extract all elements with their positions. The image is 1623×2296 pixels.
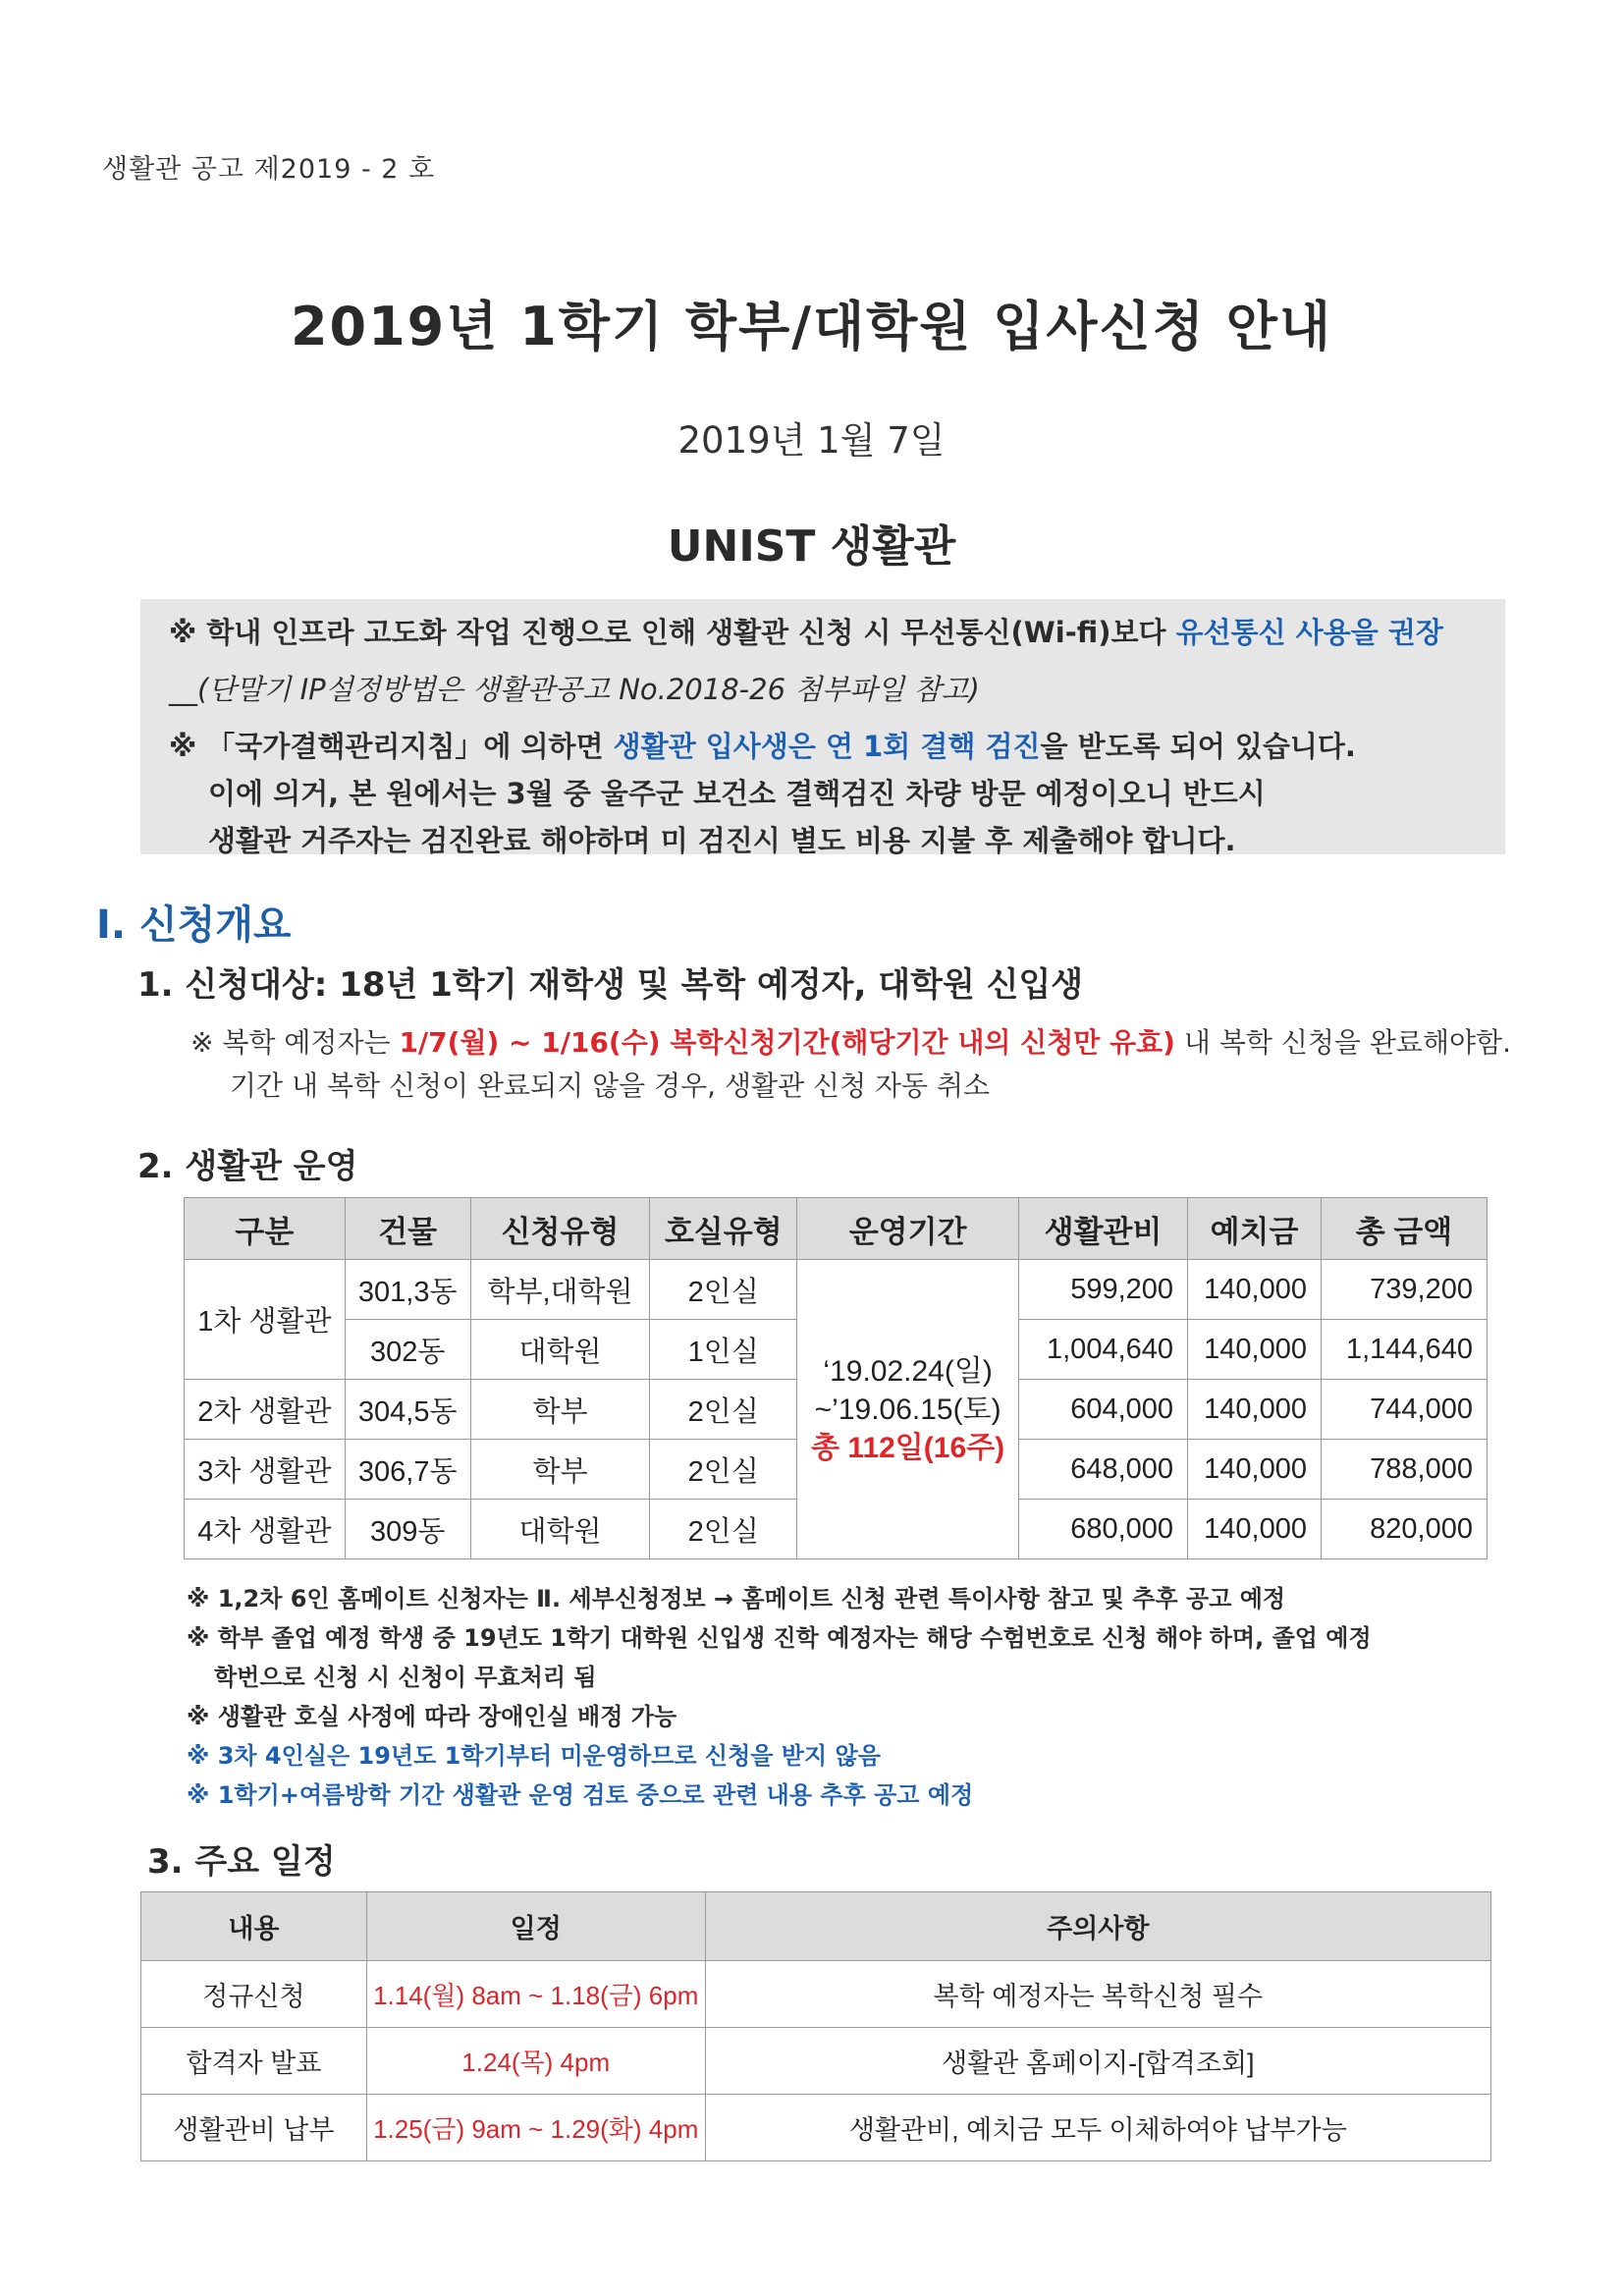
group-cell: 4차 생활관 (185, 1500, 346, 1559)
ops-note-3: ※ 생활관 호실 사정에 따라 장애인실 배정 가능 (187, 1703, 677, 1730)
room-cell: 2인실 (650, 1380, 797, 1440)
deposit-cell: 140,000 (1188, 1260, 1322, 1320)
deposit-cell: 140,000 (1188, 1380, 1322, 1440)
room-cell: 2인실 (650, 1440, 797, 1500)
ops-note-5: ※ 1학기+여름방학 기간 생활관 운영 검토 중으로 관련 내용 추후 공고 예정 (187, 1781, 974, 1809)
total-cell: 1,144,640 (1321, 1320, 1487, 1380)
header-caution: 주의사항 (705, 1892, 1490, 1961)
ops-note-2-cont: 학번으로 신청 시 신청이 무효처리 됨 (214, 1664, 597, 1691)
schedule-item: 생활관비 납부 (141, 2095, 367, 2161)
room-cell: 2인실 (650, 1500, 797, 1559)
item1-note: ※ 복학 예정자는 1/7(월) ~ 1/16(수) 복학신청기간(해당기간 내의 신청만 유효) 내 복학 신청을 완료해야함. (190, 1026, 1511, 1059)
header-fee: 생활관비 (1019, 1198, 1188, 1260)
header-period: 운영기간 (797, 1198, 1019, 1260)
schedule-note: 생활관비, 예치금 모두 이체하여야 납부가능 (705, 2095, 1490, 2161)
organization-name: UNIST 생활관 (667, 521, 956, 572)
group-cell: 3차 생활관 (185, 1440, 346, 1500)
table-row (141, 2095, 1491, 2161)
fee-cell: 1,004,640 (1019, 1320, 1188, 1380)
item1-note-2: 기간 내 복학 신청이 완료되지 않을 경우, 생활관 신청 자동 취소 (230, 1069, 991, 1102)
schedule-table (140, 1891, 1491, 2161)
header-deposit: 예치금 (1188, 1198, 1322, 1260)
building-cell: 304,5동 (345, 1380, 470, 1440)
header-room-type: 호실유형 (650, 1198, 797, 1260)
deposit-cell: 140,000 (1188, 1320, 1322, 1380)
building-cell: 302동 (345, 1320, 470, 1380)
fee-cell: 599,200 (1019, 1260, 1188, 1320)
item2-title: 2. 생활관 운영 (137, 1147, 358, 1186)
section-title: Ⅰ. 신청개요 (96, 902, 292, 948)
schedule-date: 1.14(월) 8am ~ 1.18(금) 6pm (366, 1961, 705, 2028)
room-cell: 1인실 (650, 1320, 797, 1380)
schedule-date: 1.25(금) 9am ~ 1.29(화) 4pm (366, 2095, 705, 2161)
schedule-note: 생활관 홈페이지-[합격조회] (705, 2028, 1490, 2095)
notice-date: 2019년 1월 7일 (677, 419, 946, 462)
period-start: ‘19.02.24(일) (823, 1354, 993, 1388)
notice-line-1: ※ 학내 인프라 고도화 작업 진행으로 인해 생활관 신청 시 무선통신(Wi-fi)보다 유선통신 사용을 권장 (169, 616, 1443, 649)
header-building: 건물 (345, 1198, 470, 1260)
fee-cell: 648,000 (1019, 1440, 1188, 1500)
ops-note-1: ※ 1,2차 6인 홈메이트 신청자는 Ⅱ. 세부신청정보 → 홈메이트 신청 관련 특이사항 참고 및 추후 공고 예정 (187, 1585, 1286, 1613)
ops-note-2: ※ 학부 졸업 예정 학생 중 19년도 1학기 대학원 신입생 진학 예정자는 해당 수험번호로 신청 해야 하며, 졸업 예정 (187, 1624, 1372, 1652)
fee-cell: 604,000 (1019, 1380, 1188, 1440)
notice-number: 생활관 공고 제2019 - 2 호 (102, 154, 436, 185)
item1-title: 1. 신청대상: 18년 1학기 재학생 및 복학 예정자, 대학원 신입생 (137, 965, 1084, 1005)
header-date: 일정 (366, 1892, 705, 1961)
table-row (141, 2028, 1491, 2095)
type-cell: 대학원 (470, 1500, 650, 1559)
fee-cell: 680,000 (1019, 1500, 1188, 1559)
notice-line-2: __(단말기 IP설정방법은 생활관공고 No.2018-26 첨부파일 참고) (169, 673, 980, 706)
operations-table (184, 1197, 1488, 1559)
period-cell (797, 1260, 1019, 1559)
page-title: 2019년 1학기 학부/대학원 입사신청 안내 (290, 296, 1333, 357)
type-cell: 학부 (470, 1440, 650, 1500)
header-category: 구분 (185, 1198, 346, 1260)
type-cell: 대학원 (470, 1320, 650, 1380)
schedule-date: 1.24(목) 4pm (366, 2028, 705, 2095)
building-cell: 309동 (345, 1500, 470, 1559)
ops-note-4: ※ 3차 4인실은 19년도 1학기부터 미운영하므로 신청을 받지 않음 (187, 1742, 881, 1770)
header-item: 내용 (141, 1892, 367, 1961)
table-row (185, 1260, 1488, 1320)
header-apply-type: 신청유형 (470, 1198, 650, 1260)
total-cell: 788,000 (1321, 1440, 1487, 1500)
total-cell: 744,000 (1321, 1380, 1487, 1440)
notice-line-5: 생활관 거주자는 검진완료 해야하며 미 검진시 별도 비용 지불 후 제출해야 합니다. (208, 824, 1236, 857)
period-end: ~’19.06.15(토) (814, 1393, 1001, 1426)
notice-line-3: ※ 「국가결핵관리지침」에 의하면 생활관 입사생은 연 1회 결핵 검진을 받도록 되어 있습니다. (169, 730, 1356, 763)
building-cell: 301,3동 (345, 1260, 470, 1320)
total-cell: 820,000 (1321, 1500, 1487, 1559)
type-cell: 학부,대학원 (470, 1260, 650, 1320)
table-row (141, 1961, 1491, 2028)
period-total: 총 112일(16주) (811, 1431, 1005, 1464)
schedule-item: 정규신청 (141, 1961, 367, 2028)
schedule-note: 복학 예정자는 복학신청 필수 (705, 1961, 1490, 2028)
group-cell: 1차 생활관 (185, 1260, 346, 1380)
deposit-cell: 140,000 (1188, 1500, 1322, 1559)
schedule-item: 합격자 발표 (141, 2028, 367, 2095)
header-total: 총 금액 (1321, 1198, 1487, 1260)
group-cell: 2차 생활관 (185, 1380, 346, 1440)
total-cell: 739,200 (1321, 1260, 1487, 1320)
room-cell: 2인실 (650, 1260, 797, 1320)
item3-title: 3. 주요 일정 (147, 1842, 336, 1882)
building-cell: 306,7동 (345, 1440, 470, 1500)
deposit-cell: 140,000 (1188, 1440, 1322, 1500)
type-cell: 학부 (470, 1380, 650, 1440)
notice-line-4: 이에 의거, 본 원에서는 3월 중 울주군 보건소 결핵검진 차량 방문 예정이오니 반드시 (208, 777, 1266, 810)
